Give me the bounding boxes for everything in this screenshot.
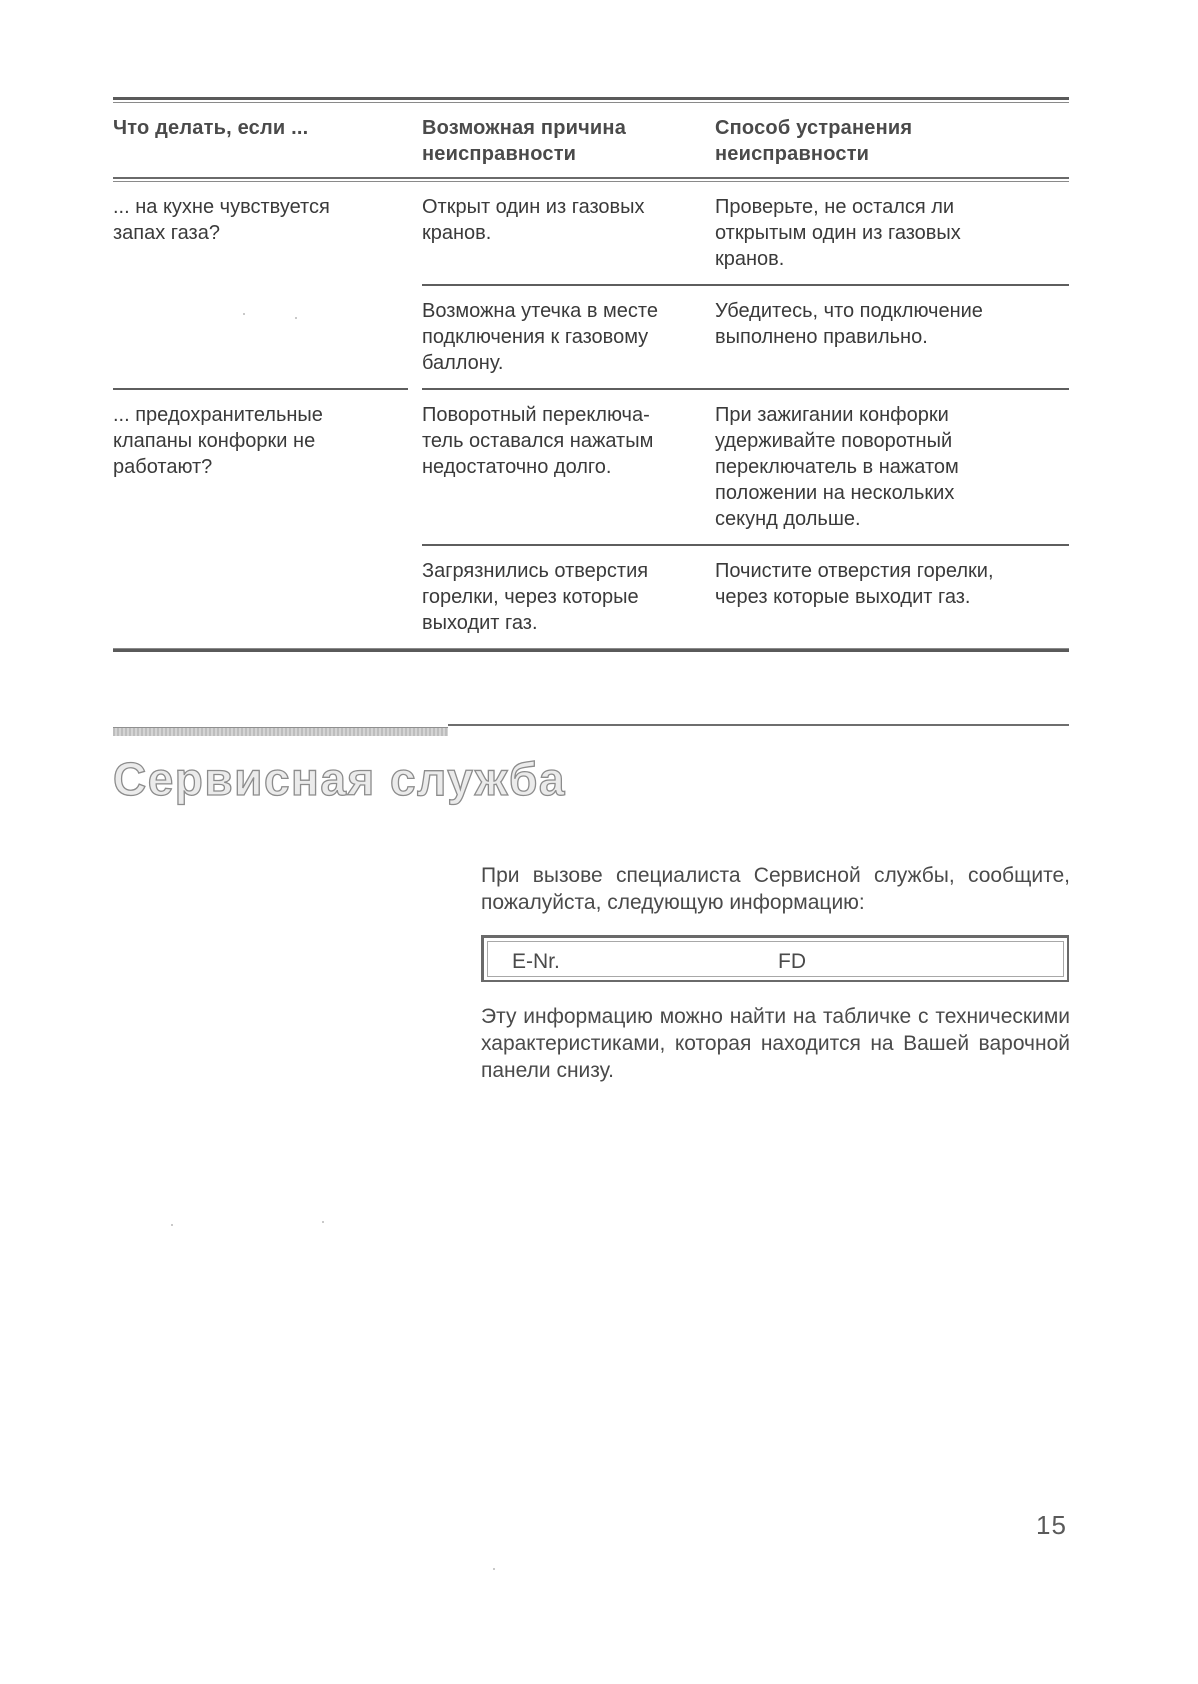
section-title: Сервисная служба	[113, 753, 566, 805]
table-row	[422, 182, 1069, 286]
cause-fix-list	[422, 390, 1069, 648]
section-rule	[448, 724, 1069, 726]
service-intro: При вызове специалиста Сервисной службы, сообщите, пожалуйста, следующую информацию:	[481, 864, 1070, 914]
header-rule	[113, 177, 1069, 179]
fix-cell: Убедитесь, что подключение выполнено правильно.	[715, 300, 983, 348]
table-group	[113, 390, 1069, 648]
table-top-rule	[113, 97, 1069, 100]
table-row	[422, 286, 1069, 390]
table-row	[422, 390, 1069, 546]
table-header-row	[113, 103, 1069, 177]
fix-cell: Почистите отверстия горелки, через которые выходит газ.	[715, 560, 994, 608]
header-symptom: Что делать, если ...	[113, 117, 309, 139]
enr-fd-box-inner	[487, 941, 1064, 977]
scan-speck	[295, 317, 297, 319]
cause-cell: Открыт один из газовых кранов.	[422, 196, 645, 244]
scan-speck	[243, 313, 245, 315]
fix-cell: При зажигании конфорки удерживайте поворотный переключатель в нажатом положении на нескольких секунд дольше.	[715, 404, 959, 530]
cause-cell: Поворотный переключа- тель оставался нажатым недостаточно долго.	[422, 404, 654, 478]
section-accent-bar	[113, 727, 448, 736]
scan-speck	[171, 1224, 173, 1226]
scan-speck	[493, 1568, 495, 1570]
enr-fd-box	[481, 935, 1069, 982]
table-group	[113, 182, 1069, 390]
table-bottom-rule	[113, 649, 1069, 652]
header-fix: Способ устранения неисправности	[715, 117, 913, 165]
symptom-cell: ... предохранительные клапаны конфорки не работают?	[113, 404, 323, 478]
service-note: Эту информацию можно найти на табличке с техническими характеристиками, которая находится на Вашей варочной панели снизу.	[481, 1005, 1070, 1082]
cause-cell: Возможна утечка в месте подключения к газовому баллону.	[422, 300, 658, 374]
cause-cell: Загрязнились отверстия горелки, через которые выходит газ.	[422, 560, 649, 634]
symptom-cell: ... на кухне чувствуется запах газа?	[113, 182, 408, 390]
fix-cell: Проверьте, не остался ли открытым один из газовых кранов.	[715, 196, 961, 270]
troubleshooting-table	[113, 97, 1069, 652]
enr-label: E-Nr.	[512, 950, 560, 973]
header-cause: Возможная причина неисправности	[422, 117, 627, 165]
cause-fix-list	[422, 182, 1069, 390]
page-number: 15	[1036, 1510, 1067, 1540]
table-row	[422, 546, 1069, 648]
scan-speck	[322, 1221, 324, 1223]
fd-label: FD	[778, 950, 806, 973]
